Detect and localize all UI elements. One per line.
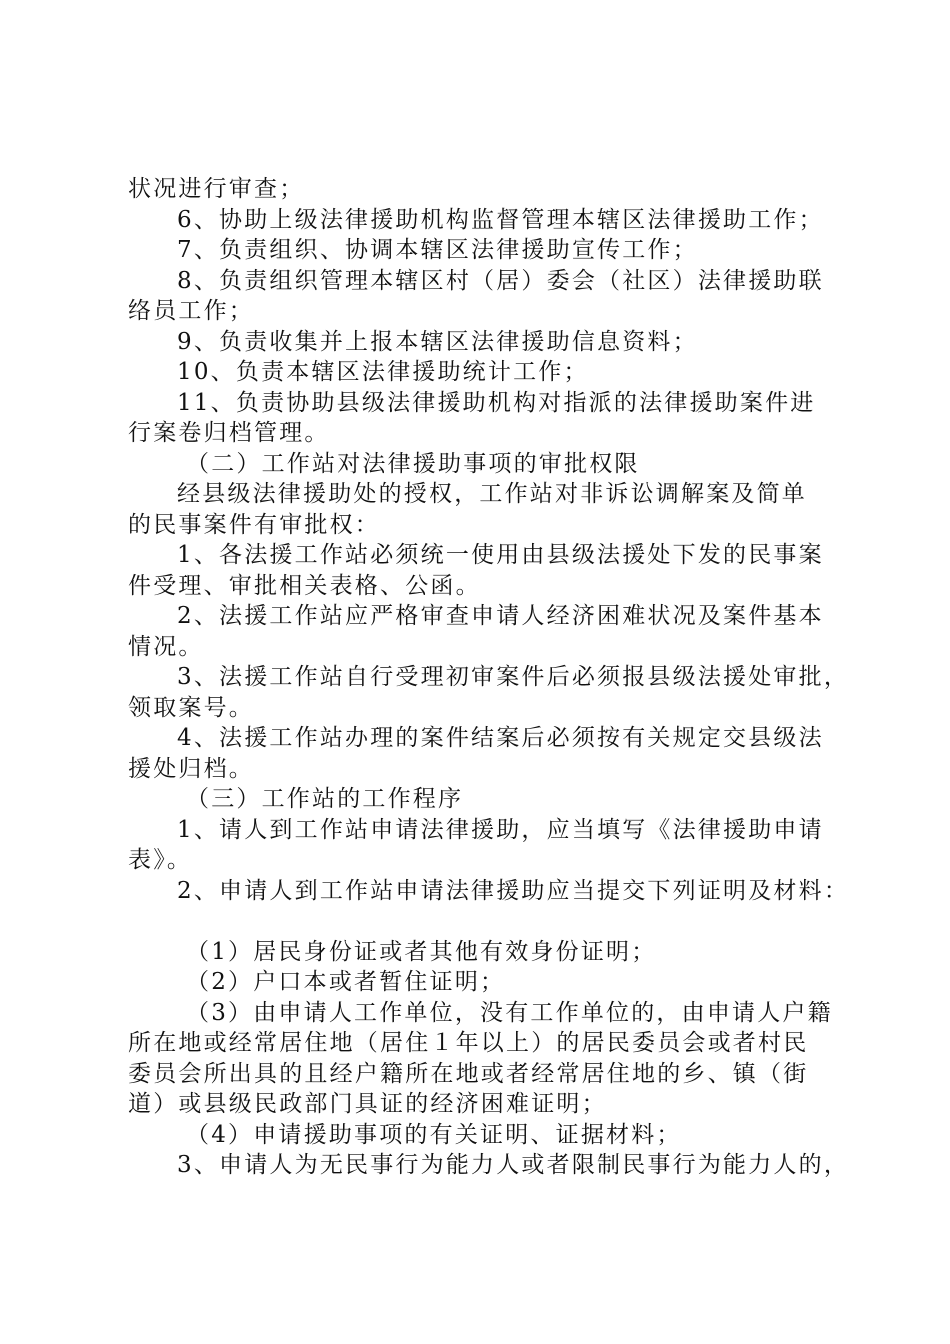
text-line: 的民事案件有审批权： xyxy=(128,511,380,538)
text-line: 件受理、审批相关表格、公函。 xyxy=(128,572,481,599)
section-heading: （二）工作站对法律援助事项的审批权限 xyxy=(186,450,640,477)
blank-line xyxy=(128,906,840,937)
text-line: 3、法援工作站自行受理初审案件后必须报县级法援处审批， xyxy=(177,664,850,690)
text-line: 11、负责协助县级法律援助机构对指派的法律援助案件进 xyxy=(177,389,816,416)
text-line: 7、负责组织、协调本辖区法律援助宣传工作； xyxy=(177,237,698,263)
text-line: 表》。 xyxy=(128,847,193,873)
text-line: 委员会所出具的且经户籍所在地或者经常居住地的乡、镇（街 xyxy=(128,1060,809,1087)
text-line: （4）申请援助事项的有关证明、证据材料； xyxy=(186,1121,682,1148)
text-line: 10、负责本辖区法律援助统计工作； xyxy=(177,359,589,385)
section-heading: （三）工作站的工作程序 xyxy=(186,786,464,812)
text-line: 状况进行审查； xyxy=(128,176,305,202)
text-line: 领取案号。 xyxy=(128,694,254,721)
text-line: 6、协助上级法律援助机构监督管理本辖区法律援助工作； xyxy=(177,206,824,233)
text-line: 1、各法援工作站必须统一使用由县级法援处下发的民事案 xyxy=(177,542,824,568)
text-line: 行案卷归档管理。 xyxy=(128,420,330,446)
text-line: 2、法援工作站应严格审查申请人经济困难状况及案件基本 xyxy=(177,603,824,629)
text-line: 1、请人到工作站申请法律援助，应当填写《法律援助申请 xyxy=(177,816,824,843)
text-line: 3、申请人为无民事行为能力人或者限制民事行为能力人的， xyxy=(177,1152,850,1178)
text-line: （2）户口本或者暂住证明； xyxy=(186,969,506,995)
text-line: 所在地或经常居住地（居住１年以上）的居民委员会或者村民 xyxy=(128,1030,809,1056)
document-body xyxy=(128,174,850,1181)
text-line: 经县级法律援助处的授权，工作站对非诉讼调解案及简单 xyxy=(177,481,807,507)
text-line: 情况。 xyxy=(128,633,204,660)
text-line: 4、法援工作站办理的案件结案后必须按有关规定交县级法 xyxy=(177,725,824,751)
text-line: 9、负责收集并上报本辖区法律援助信息资料； xyxy=(177,328,698,355)
text-line: 络员工作； xyxy=(128,298,254,324)
text-line: （3）由申请人工作单位，没有工作单位的，由申请人户籍 xyxy=(186,999,833,1026)
text-line: 2、申请人到工作站申请法律援助应当提交下列证明及材料： xyxy=(177,877,850,904)
text-line: 援处归档。 xyxy=(128,755,254,782)
text-line: （1）居民身份证或者其他有效身份证明； xyxy=(186,938,657,965)
text-line: 道）或县级民政部门具证的经济困难证明； xyxy=(128,1091,607,1117)
text-line: 8、负责组织管理本辖区村（居）委会（社区）法律援助联 xyxy=(177,267,824,294)
